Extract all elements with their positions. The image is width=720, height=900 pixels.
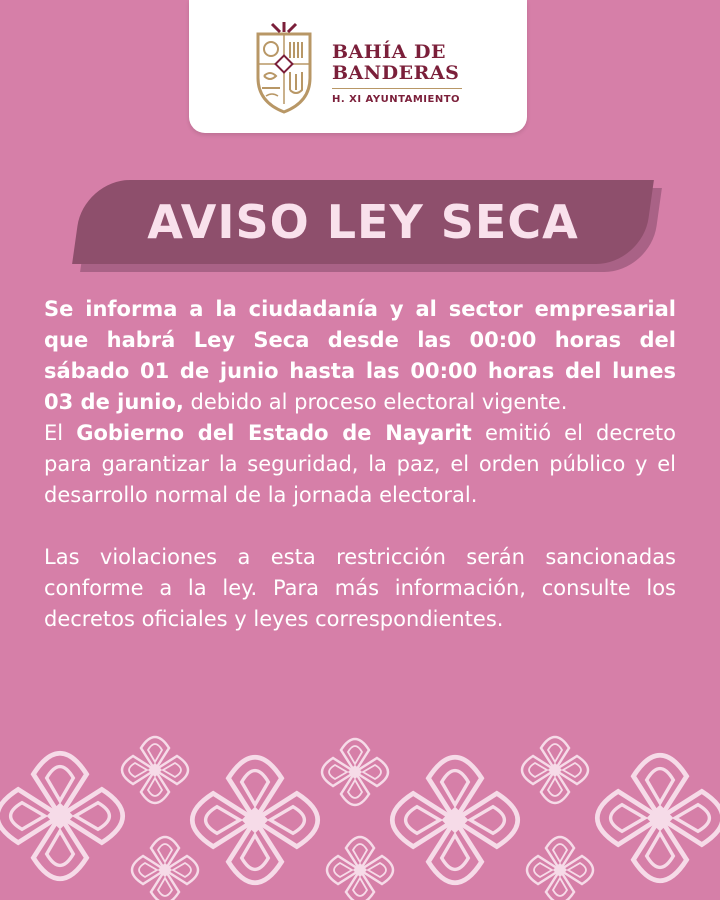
logo-divider: [332, 88, 462, 89]
paragraph-gap: [44, 511, 676, 542]
pattern-flower: [527, 837, 593, 900]
pattern-flower: [327, 837, 393, 900]
banner-title: AVISO LEY SECA: [147, 195, 579, 249]
paragraph-2-bold: Gobierno del Estado de Nayarit: [76, 421, 472, 445]
decorative-pattern: [0, 730, 720, 900]
logo-title: [332, 42, 459, 84]
paragraph-2-rest: emitió el decreto para garantizar la seguridad, la paz, el orden público y el desarrollo normal de la jornada electoral.: [44, 421, 676, 507]
paragraph-2: [44, 418, 676, 511]
logo-card: [189, 0, 527, 133]
paragraph-3: Las violaciones a esta restricción serán sancionadas conforme a la ley. Para más información, consulte los decretos oficiales y leyes correspondientes.: [44, 545, 676, 631]
pattern-flower: [192, 757, 317, 882]
notice-body: [44, 294, 676, 635]
paragraph-1: [44, 294, 676, 418]
pattern-flower: [322, 739, 388, 805]
logo-subtitle: H. XI AYUNTAMIENTO: [332, 94, 461, 105]
paragraph-2-start: El: [44, 421, 77, 445]
pattern-flower: [522, 737, 588, 803]
paragraph-1-rest: debido al proceso electoral vigente.: [183, 390, 568, 414]
crest-icon: [252, 20, 316, 116]
pattern-flower: [597, 755, 720, 880]
paragraph-1-bold: Se informa a la ciudadanía y al sector empresarial que habrá Ley Seca desde las 00:00 horas del sábado 01 de junio hasta las 00:00 horas del lunes 03 de junio,: [44, 297, 676, 414]
pattern-flower: [122, 737, 188, 803]
logo-line-1: BAHÍA DE: [332, 41, 446, 63]
pattern-flower: [132, 837, 198, 900]
pattern-flower: [0, 753, 123, 878]
pattern-flower: [392, 757, 517, 882]
logo-line-2: BANDERAS: [332, 62, 460, 84]
